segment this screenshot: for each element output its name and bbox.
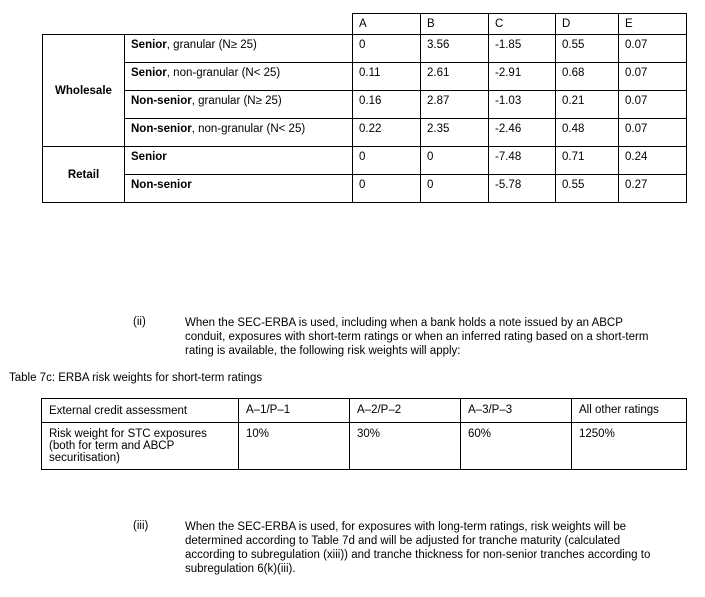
table-cell: 2.87 xyxy=(421,91,489,119)
table-cell: -2.91 xyxy=(489,63,556,91)
group-label-retail: Retail xyxy=(43,147,125,203)
table-row xyxy=(43,175,687,203)
table-row xyxy=(43,147,687,175)
table-cell: 0.07 xyxy=(619,91,687,119)
risk-weight-table xyxy=(42,13,687,203)
column-header-a: A xyxy=(353,14,421,35)
table-cell: 0.07 xyxy=(619,119,687,147)
row-label: Senior, non-granular (N< 25) xyxy=(125,63,353,91)
table-cell: 0 xyxy=(421,147,489,175)
column-header: A–1/P–1 xyxy=(239,399,350,423)
column-header-e: E xyxy=(619,14,687,35)
table-row xyxy=(43,119,687,147)
table-cell: -5.78 xyxy=(489,175,556,203)
table-cell: -1.03 xyxy=(489,91,556,119)
table-header-row xyxy=(42,399,687,423)
paragraph-number-iii: (iii) xyxy=(133,520,149,532)
table-row xyxy=(43,91,687,119)
table-row xyxy=(42,423,687,470)
table-cell: 0.22 xyxy=(353,119,421,147)
table-cell: 1250% xyxy=(572,423,687,470)
table-cell: 0.55 xyxy=(556,175,619,203)
row-label: Senior xyxy=(125,147,353,175)
table-row xyxy=(43,35,687,63)
table-cell: -2.46 xyxy=(489,119,556,147)
row-label: Non-senior, granular (N≥ 25) xyxy=(125,91,353,119)
column-header: A–2/P–2 xyxy=(350,399,461,423)
group-label-wholesale: Wholesale xyxy=(43,35,125,147)
paragraph-ii-text: When the SEC-ERBA is used, including when a bank holds a note issued by an ABCP conduit, exposures with short-term ratings or when an inferred rating based on a short-term rating is available, the following risk weights will apply: xyxy=(185,317,649,357)
table-cell: 0.71 xyxy=(556,147,619,175)
table-cell: 0 xyxy=(421,175,489,203)
table-cell: 3.56 xyxy=(421,35,489,63)
blank-cell xyxy=(43,14,353,35)
table-cell: 0 xyxy=(353,147,421,175)
table-cell: 0.21 xyxy=(556,91,619,119)
paragraph-number-ii: (ii) xyxy=(133,316,146,328)
table-cell: -1.85 xyxy=(489,35,556,63)
table-header-row xyxy=(43,14,687,35)
column-header: External credit assessment xyxy=(42,399,239,423)
table-cell: 60% xyxy=(461,423,572,470)
row-label: Non-senior, non-granular (N< 25) xyxy=(125,119,353,147)
column-header: A–3/P–3 xyxy=(461,399,572,423)
table-cell: 0 xyxy=(353,175,421,203)
table-cell: 30% xyxy=(350,423,461,470)
row-label: Senior, granular (N≥ 25) xyxy=(125,35,353,63)
table-cell: 0.68 xyxy=(556,63,619,91)
table-cell: 0.48 xyxy=(556,119,619,147)
table-cell: 0.27 xyxy=(619,175,687,203)
column-header: All other ratings xyxy=(572,399,687,423)
table-cell: 2.61 xyxy=(421,63,489,91)
row-label: Non-senior xyxy=(125,175,353,203)
table-cell: 10% xyxy=(239,423,350,470)
paragraph-iii-text: When the SEC-ERBA is used, for exposures with long-term ratings, risk weights will be determined according to Table 7d and will be adjusted for tranche maturity (calculated according to subregulation (xiii)) and tranche thickness for non-senior tranches according to subregulation 6(k)(iii). xyxy=(185,521,651,575)
short-term-ratings-table xyxy=(41,398,687,470)
column-header-c: C xyxy=(489,14,556,35)
table-cell: 0.11 xyxy=(353,63,421,91)
table-cell: 0.55 xyxy=(556,35,619,63)
row-label: Risk weight for STC exposures (both for term and ABCP securitisation) xyxy=(42,423,239,470)
table-cell: 0.24 xyxy=(619,147,687,175)
table-cell: 0 xyxy=(353,35,421,63)
column-header-d: D xyxy=(556,14,619,35)
column-header-b: B xyxy=(421,14,489,35)
table-cell: 0.16 xyxy=(353,91,421,119)
table-row xyxy=(43,63,687,91)
table-cell: 0.07 xyxy=(619,35,687,63)
table-cell: 2.35 xyxy=(421,119,489,147)
table-cell: 0.07 xyxy=(619,63,687,91)
table-caption: Table 7c: ERBA risk weights for short-term ratings xyxy=(9,372,263,384)
table-cell: -7.48 xyxy=(489,147,556,175)
